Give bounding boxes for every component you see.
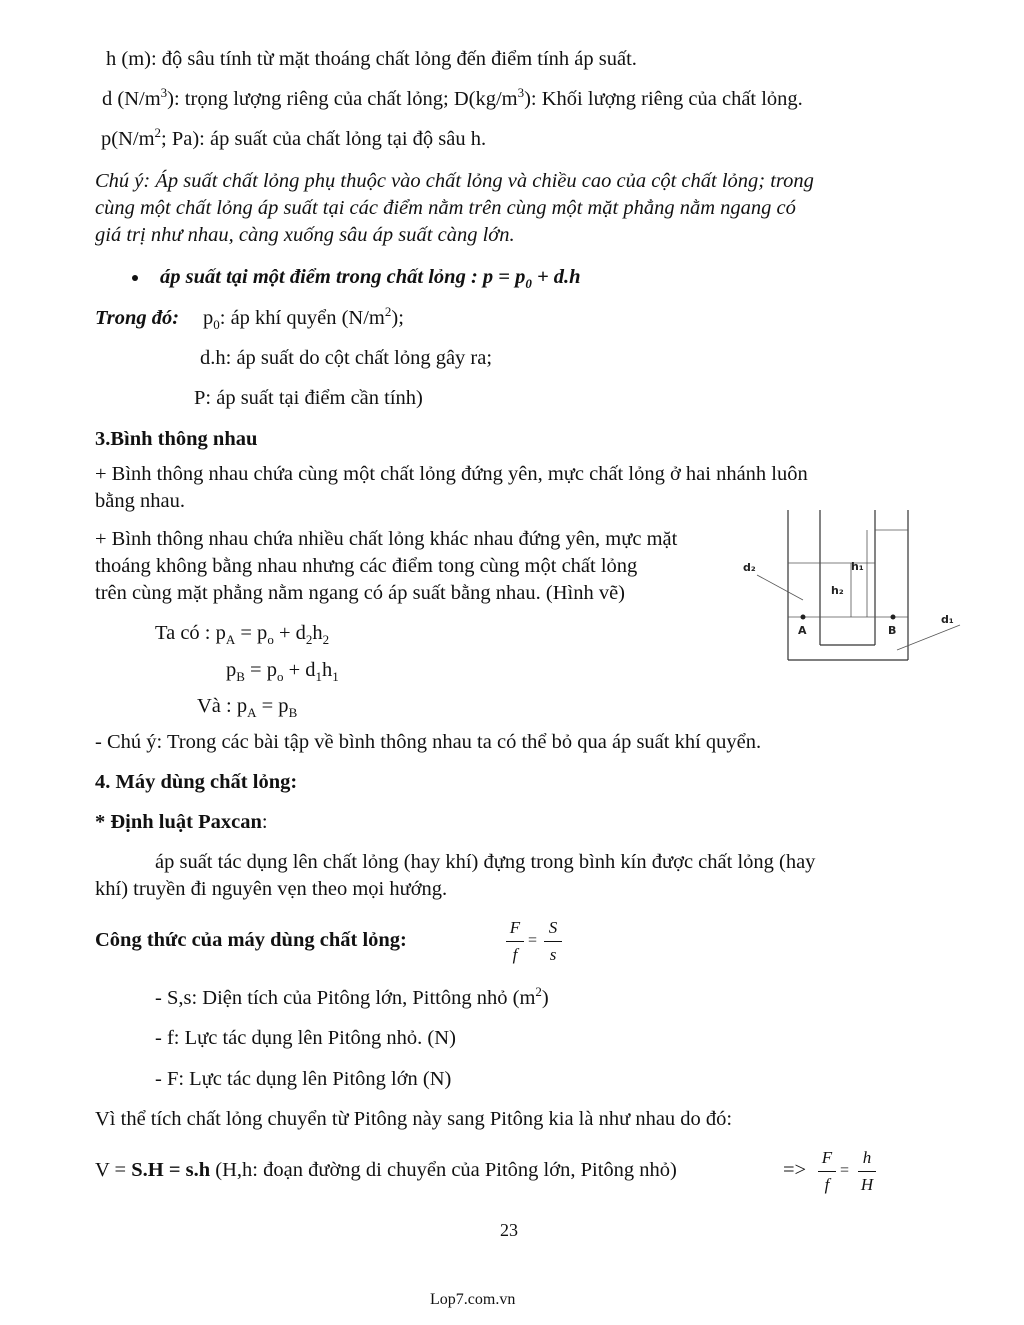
section-3-para1-line2: bằng nhau.	[95, 490, 185, 512]
implies-arrow: =>	[783, 1159, 807, 1181]
equation-va: Và : $p_A = p_B$	[197, 695, 298, 721]
definition-d: d $(N/m^3)$: trọng lượng riêng của chất lỏng; $D(kg/m^3)$: Khối lượng riêng của chất lỏng.	[102, 85, 803, 110]
section-3-note: - Chú ý: Trong các bài tập về bình thông nhau ta có thể bỏ qua áp suất khí quyển.	[95, 731, 762, 753]
note-line-1: Chú ý: Áp suất chất lỏng phụ thuộc vào chất lỏng và chiều cao của cột chất lỏng; trong	[95, 170, 814, 192]
P-definition: P: áp suất tại điểm cần tính)	[194, 387, 423, 409]
dh-definition: d.h: áp suất do cột chất lỏng gây ra;	[200, 347, 493, 369]
item-S-s: - S,s: Diện tích của Pitông lớn, Pittông nhỏ $(m^2)$	[155, 984, 549, 1009]
note-line-2: cùng một chất lỏng áp suất tại các điểm nằm trên cùng một mặt phẳng nằm ngang có	[95, 197, 796, 219]
label-B: B	[888, 624, 897, 637]
d1-leader	[897, 625, 960, 650]
definition-p: $p(N/m^2$; Pa): áp suất của chất lỏng tại độ sâu h.	[101, 125, 487, 150]
fraction-F-over-f-2: F f	[818, 1148, 836, 1194]
pascal-law-line2: khí) truyền đi nguyên vẹn theo mọi hướng.	[95, 878, 448, 900]
item-F: - F: Lực tác dụng lên Pitông lớn (N)	[155, 1068, 452, 1090]
label-h1: h₁	[851, 560, 864, 573]
formula-label: Công thức của máy dùng chất lỏng:	[95, 929, 407, 951]
definition-h: h (m): độ sâu tính từ mặt thoáng chất lỏng đến điểm tính áp suất.	[106, 48, 637, 70]
note-line-3: giá trị như nhau, càng xuống sâu áp suất càng lớn.	[95, 224, 515, 246]
footer-site: Lop7.com.vn	[430, 1291, 516, 1308]
item-f: - f: Lực tác dụng lên Pitông nhỏ. (N)	[155, 1027, 456, 1049]
label-A: A	[798, 624, 807, 637]
section-3-para1-line1: + Bình thông nhau chứa cùng một chất lỏng đứng yên, mực chất lỏng ở hai nhánh luôn	[95, 463, 808, 485]
d2-leader	[757, 575, 803, 600]
bullet-icon	[132, 275, 138, 281]
page-number: 23	[500, 1220, 518, 1240]
equals-sign: =	[528, 932, 538, 949]
p0-definition: $p_0$: áp khí quyển $(N/m^2)$;	[203, 304, 404, 333]
point-A-dot	[801, 615, 806, 620]
volume-line: Vì thể tích chất lỏng chuyển từ Pitông này sang Pitông kia là như nhau do đó:	[95, 1108, 733, 1130]
equation-pA: Ta có : $p_A = p_o + d_2h_2$	[155, 622, 330, 648]
equals-sign-2: =	[840, 1162, 850, 1179]
label-d1: d₁	[941, 613, 954, 626]
pascal-law-line1: áp suất tác dụng lên chất lỏng (hay khí) đựng trong bình kín được chất lỏng (hay	[155, 851, 816, 873]
label-h2: h₂	[831, 584, 844, 597]
communicating-vessels-diagram	[735, 505, 975, 670]
pressure-formula: áp suất tại một điểm trong chất lỏng : $p = p_0 + d.h$	[160, 266, 581, 292]
section-3-para2-line3: trên cùng mặt phẳng nằm ngang có áp suất bằng nhau. (Hình vẽ)	[95, 582, 625, 604]
fraction-S-over-s: S s	[544, 918, 562, 964]
volume-equation: V = S.H = s.h (H,h: đoạn đường di chuyển của Pitông lớn, Pitông nhỏ)	[95, 1159, 677, 1181]
section-4-heading: 4. Máy dùng chất lỏng:	[95, 771, 298, 793]
fraction-F-over-f: F f	[506, 918, 524, 964]
label-d2: d₂	[743, 561, 756, 574]
section-3-para2-line2: thoáng không bằng nhau nhưng các điểm tong cùng một chất lỏng	[95, 555, 638, 577]
point-B-dot	[891, 615, 896, 620]
pascal-law-label: * Định luật Paxcan:	[95, 811, 268, 833]
fraction-h-over-H: h H	[858, 1148, 876, 1194]
section-3-para2-line1: + Bình thông nhau chứa nhiều chất lỏng khác nhau đứng yên, mực mặt	[95, 528, 678, 550]
equation-pB: $p_B = p_o + d_1h_1$	[226, 659, 339, 685]
section-3-heading: 3.Bình thông nhau	[95, 428, 258, 450]
trong-do-label: Trong đó:	[95, 307, 180, 329]
